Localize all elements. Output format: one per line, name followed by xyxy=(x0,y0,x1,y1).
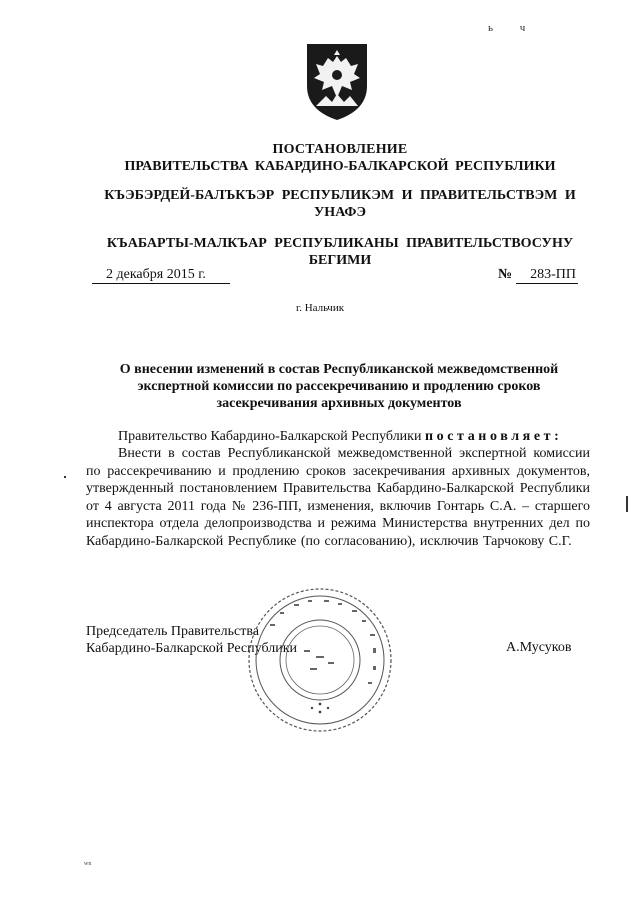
scan-speck xyxy=(626,496,628,512)
position-line-1: Председатель Правительства xyxy=(86,624,259,639)
city: г. Нальчик xyxy=(295,302,345,314)
heading-balkar: КЪАБАРТЫ-МАЛКЪАР РЕСПУБЛИКАНЫ ПРАВИТЕЛЬСТВОСУНУ БЕГИМИ xyxy=(106,236,574,268)
number-sign: № xyxy=(498,267,513,282)
body-paragraph: Внести в состав Республиканской межведомственной экспертной комиссии по рассекречиванию и продлению сроков засекречивания архивных документов, утвержденный постановлением Правительства Кабардино-Балкарской Республики от 4 августа 2011 года № 236-ПП, изменения, включив Гонтарь С.А. – старшего инспектора отдела делопроизводства и режима Министерства внутренних дел по Кабардино-Балкарской Республике (по согласованию), исключив Тарчокову С.Г. xyxy=(86,446,590,549)
number-value: 283-ПП xyxy=(516,266,578,284)
heading-kabardian: КЪЭБЭРДЕЙ-БАЛЪКЪЭР РЕСПУБЛИКЭМ И ПРАВИТЕЛЬСТВЭМ И УНАФЭ xyxy=(104,188,576,220)
document-title: О внесении изменений в состав Республиканской межведомственной экспертной комиссии по рассекречиванию и продлению сроков засекречивания архивных документов xyxy=(119,362,559,411)
official-seal-icon xyxy=(246,586,394,734)
footer-mark: wn xyxy=(84,861,92,867)
heading-government-kbr: ПРАВИТЕЛЬСТВА КАБАРДИНО-БАЛКАРСКОЙ РЕСПУБЛИКИ xyxy=(124,159,556,174)
signatory-name: А.Мусуков xyxy=(506,640,572,655)
document-number xyxy=(498,266,578,284)
coat-of-arms-icon xyxy=(302,40,372,122)
decree-word: постановляет: xyxy=(424,429,563,444)
scan-speck xyxy=(64,476,66,478)
corner-mark: ь ч xyxy=(488,22,538,34)
position-line-2: Кабардино-Балкарской Республики xyxy=(86,641,297,656)
heading-postanovlenie: ПОСТАНОВЛЕНИЕ xyxy=(272,142,408,157)
decree-intro: Правительство Кабардино-Балкарской Республики xyxy=(118,429,422,444)
decree-line xyxy=(118,428,562,445)
document-date: 2 декабря 2015 г. xyxy=(92,266,230,284)
